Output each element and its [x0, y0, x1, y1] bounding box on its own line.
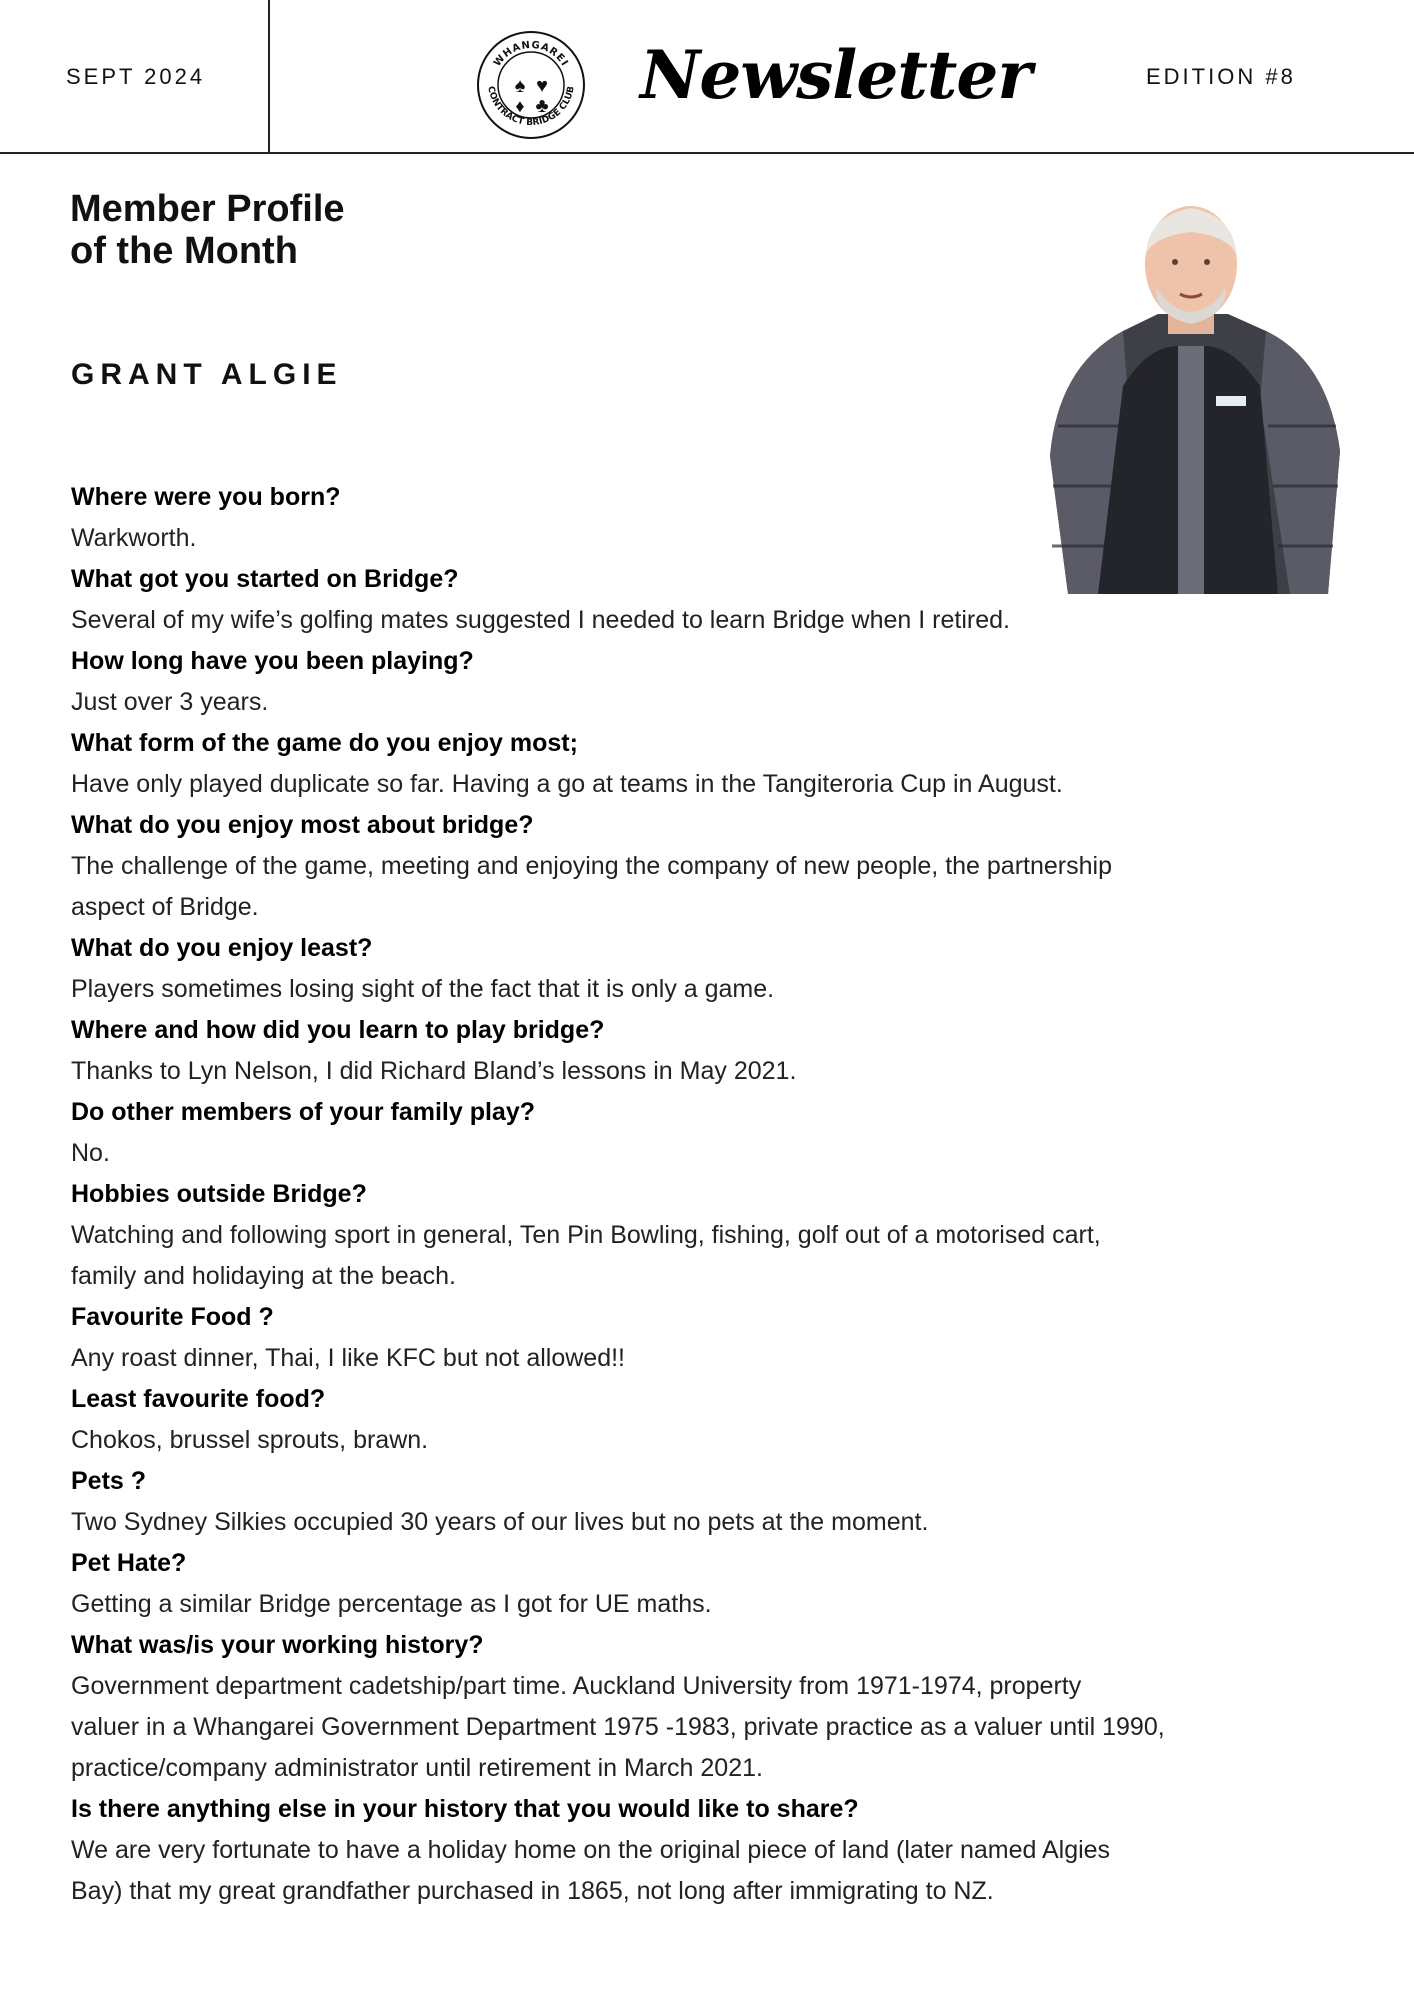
qa-list	[71, 477, 1371, 1912]
question: Where and how did you learn to play bridge?	[71, 1016, 605, 1044]
member-name: GRANT ALGIE	[71, 358, 343, 391]
spade-icon: ♠	[514, 75, 526, 97]
answer-line: Thanks to Lyn Nelson, I did Richard Bland’s lessons in May 2021.	[71, 1057, 797, 1085]
answer-line: We are very fortunate to have a holiday home on the original piece of land (later named Algies	[71, 1836, 1111, 1864]
answer-line: Watching and following sport in general, Ten Pin Bowling, fishing, golf out of a motorised cart,	[71, 1221, 1101, 1249]
issue-date: SEPT 2024	[66, 64, 206, 89]
answer-line: Players sometimes losing sight of the fact that it is only a game.	[71, 975, 775, 1003]
answer-line: valuer in a Whangarei Government Department 1975 -1983, private practice as a valuer until 1990,	[71, 1713, 1165, 1741]
question: Is there anything else in your history that you would like to share?	[71, 1795, 859, 1823]
question: Do other members of your family play?	[71, 1098, 535, 1126]
profile-heading-line2: of the Month	[70, 230, 298, 272]
club-logo	[476, 30, 586, 140]
answer-line: Government department cadetship/part time. Auckland University from 1971-1974, property	[71, 1672, 1082, 1700]
answer-line: Getting a similar Bridge percentage as I got for UE maths.	[71, 1590, 712, 1618]
answer-line: practice/company administrator until retirement in March 2021.	[71, 1754, 763, 1782]
question: Hobbies outside Bridge?	[71, 1180, 367, 1208]
heart-icon: ♥	[536, 75, 548, 97]
answer-line: Have only played duplicate so far. Having a go at teams in the Tangiteroria Cup in August.	[71, 770, 1063, 798]
answer-line: family and holidaying at the beach.	[71, 1262, 456, 1290]
question: What form of the game do you enjoy most;	[71, 729, 578, 757]
question: Pet Hate?	[71, 1549, 187, 1577]
question: Favourite Food ?	[71, 1303, 274, 1331]
newsletter-title: Newsletter	[640, 36, 1032, 114]
question: What got you started on Bridge?	[71, 565, 459, 593]
answer-line: The challenge of the game, meeting and enjoying the company of new people, the partnership	[71, 852, 1112, 880]
diamond-icon: ♦	[515, 96, 525, 116]
newsletter-header	[0, 0, 1414, 154]
profile-heading	[70, 188, 345, 272]
svg-text:WHANGAREI: WHANGAREI	[491, 39, 571, 69]
question: Where were you born?	[71, 483, 341, 511]
answer-line: Any roast dinner, Thai, I like KFC but not allowed!!	[71, 1344, 625, 1372]
question: How long have you been playing?	[71, 647, 474, 675]
answer-line: Warkworth.	[71, 524, 197, 552]
question: What do you enjoy least?	[71, 934, 373, 962]
answer-line: aspect of Bridge.	[71, 893, 259, 921]
answer-line: Several of my wife’s golfing mates suggested I needed to learn Bridge when I retired.	[71, 606, 1010, 634]
question: Least favourite food?	[71, 1385, 326, 1413]
profile-heading-line1: Member Profile	[70, 188, 345, 230]
header-divider	[268, 0, 270, 152]
answer-line: Chokos, brussel sprouts, brawn.	[71, 1426, 429, 1454]
question: What was/is your working history?	[71, 1631, 484, 1659]
question: Pets ?	[71, 1467, 147, 1495]
club-icon: ♣	[535, 95, 549, 117]
answer-line: Just over 3 years.	[71, 688, 269, 716]
answer-line: Two Sydney Silkies occupied 30 years of our lives but no pets at the moment.	[71, 1508, 929, 1536]
answer-line: No.	[71, 1139, 110, 1167]
edition-number: EDITION #8	[1146, 64, 1296, 89]
svg-text:CONTRACT BRIDGE CLUB: CONTRACT BRIDGE CLUB	[485, 85, 577, 129]
answer-line: Bay) that my great grandfather purchased in 1865, not long after immigrating to NZ.	[71, 1877, 994, 1905]
question: What do you enjoy most about bridge?	[71, 811, 534, 839]
